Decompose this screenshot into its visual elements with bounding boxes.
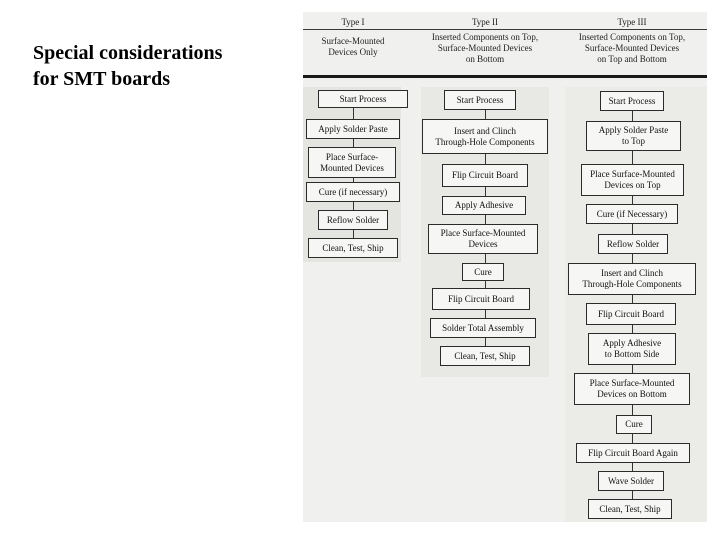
flow-connector — [485, 281, 486, 288]
header-rule — [303, 29, 707, 30]
flow-connector — [632, 254, 633, 263]
flow-connector — [632, 365, 633, 373]
column-description — [420, 32, 550, 65]
column-description-line: on Bottom — [465, 54, 505, 64]
process-step-label: Start Process — [608, 95, 656, 106]
process-step-label: Place Surface-Mounted — [440, 228, 526, 238]
slide-title-line-2: for SMT boards — [33, 68, 171, 90]
process-step — [568, 263, 696, 295]
process-step — [588, 499, 672, 519]
flow-connector — [632, 325, 633, 333]
process-step-label: Cure (if Necessary) — [596, 208, 668, 219]
process-step-label: Place Surface-Mounted — [589, 378, 675, 388]
process-step — [428, 224, 538, 254]
process-step-label: Apply Adhesive — [454, 200, 514, 210]
process-step — [462, 263, 504, 281]
flow-connector — [353, 108, 354, 119]
flow-connector — [632, 491, 633, 499]
process-step-label: to Top — [622, 136, 645, 146]
process-step-label: Flip Circuit Board — [452, 170, 518, 180]
column-description-line: Inserted Components on Top, — [578, 32, 686, 42]
process-step-label: Start Process — [339, 93, 387, 104]
process-step — [318, 210, 388, 230]
process-step-label: Clean, Test, Ship — [599, 503, 661, 514]
process-step — [432, 288, 530, 310]
column-header: Type I — [341, 17, 365, 27]
column-header: Type II — [471, 17, 499, 27]
process-step-label: to Bottom Side — [604, 349, 660, 359]
process-step-label: Through-Hole Components — [582, 279, 682, 289]
flow-connector — [632, 224, 633, 234]
flow-connector — [485, 338, 486, 346]
process-step — [444, 90, 516, 110]
process-step-label: Devices on Top — [604, 180, 661, 190]
process-step — [306, 182, 400, 202]
process-step-label: Reflow Solder — [326, 214, 380, 225]
process-step — [422, 119, 548, 154]
process-step — [588, 333, 676, 365]
smt-process-flowchart — [303, 12, 707, 522]
process-step — [600, 91, 664, 111]
process-step-label: Start Process — [456, 94, 504, 105]
flow-connector — [353, 139, 354, 147]
flow-connector — [485, 154, 486, 164]
column-header: Type III — [617, 17, 647, 27]
flow-connector — [485, 254, 486, 263]
process-step-label: Place Surface-Mounted — [590, 169, 675, 179]
flow-connector — [485, 187, 486, 196]
process-step-label: Flip Circuit Board — [448, 293, 514, 304]
process-step — [616, 415, 652, 434]
process-step — [308, 238, 398, 258]
process-step-label: Flip Circuit Board Again — [588, 447, 678, 458]
slide-title — [33, 40, 293, 92]
column-description — [305, 36, 401, 58]
process-step — [586, 303, 676, 325]
process-step — [440, 346, 530, 366]
flow-connector — [353, 202, 354, 210]
flow-connector — [632, 295, 633, 303]
process-step — [581, 164, 684, 196]
process-step — [576, 443, 690, 463]
column-description-line: on Top and Bottom — [597, 54, 667, 64]
process-step — [308, 147, 396, 178]
process-step-label: Cure — [625, 419, 643, 429]
process-step-label: Place Surface- — [325, 151, 379, 162]
process-step-label: Devices — [468, 239, 498, 249]
process-step-label: Solder Total Assembly — [442, 322, 524, 333]
process-step-label: Apply Adhesive — [602, 338, 662, 348]
process-step — [442, 164, 528, 187]
flow-connector — [485, 215, 486, 224]
column-description-line: Devices Only — [328, 47, 378, 57]
flow-connector — [632, 111, 633, 121]
process-step-label: Insert and Clinch — [601, 268, 663, 278]
process-step — [574, 373, 690, 405]
column-description-line: Surface-Mounted Devices — [437, 43, 533, 53]
process-step — [306, 119, 400, 139]
process-step-label: Cure — [474, 266, 492, 277]
process-step — [586, 121, 681, 151]
flow-connector — [632, 434, 633, 443]
column-description-line: Surface-Mounted Devices — [584, 43, 680, 53]
process-step-label: Flip Circuit Board — [598, 308, 664, 319]
process-step — [430, 318, 536, 338]
column-description — [564, 32, 700, 65]
process-step-label: Clean, Test, Ship — [454, 350, 516, 361]
process-step-label: Clean, Test, Ship — [322, 242, 384, 253]
process-step-label: Insert and Clinch — [454, 125, 516, 136]
column-description-line: Surface-Mounted — [321, 36, 385, 46]
process-step-label: Mounted Devices — [320, 162, 384, 173]
process-step — [598, 234, 668, 254]
process-step-label: Apply Solder Paste — [318, 123, 388, 134]
process-step-label: Wave Solder — [607, 475, 654, 486]
flow-connector — [632, 196, 633, 204]
flow-connector — [485, 310, 486, 318]
process-step — [442, 196, 526, 215]
flow-connector — [485, 110, 486, 119]
flow-connector — [632, 463, 633, 471]
process-step-label: Through-Hole Components — [435, 136, 535, 147]
column-description-line: Inserted Components on Top, — [431, 32, 539, 42]
process-step — [586, 204, 678, 224]
header-thick-rule — [303, 75, 707, 78]
flow-connector — [632, 151, 633, 164]
process-step-label: Cure (if necessary) — [318, 186, 388, 197]
process-step-label: Apply Solder Paste — [598, 125, 669, 135]
flow-connector — [353, 230, 354, 238]
slide-title-line-1: Special considerations — [33, 42, 223, 64]
process-step-label: Devices on Bottom — [597, 389, 667, 399]
flow-connector — [632, 405, 633, 415]
process-step — [598, 471, 664, 491]
process-step-label: Reflow Solder — [606, 238, 660, 249]
process-step — [318, 90, 408, 108]
